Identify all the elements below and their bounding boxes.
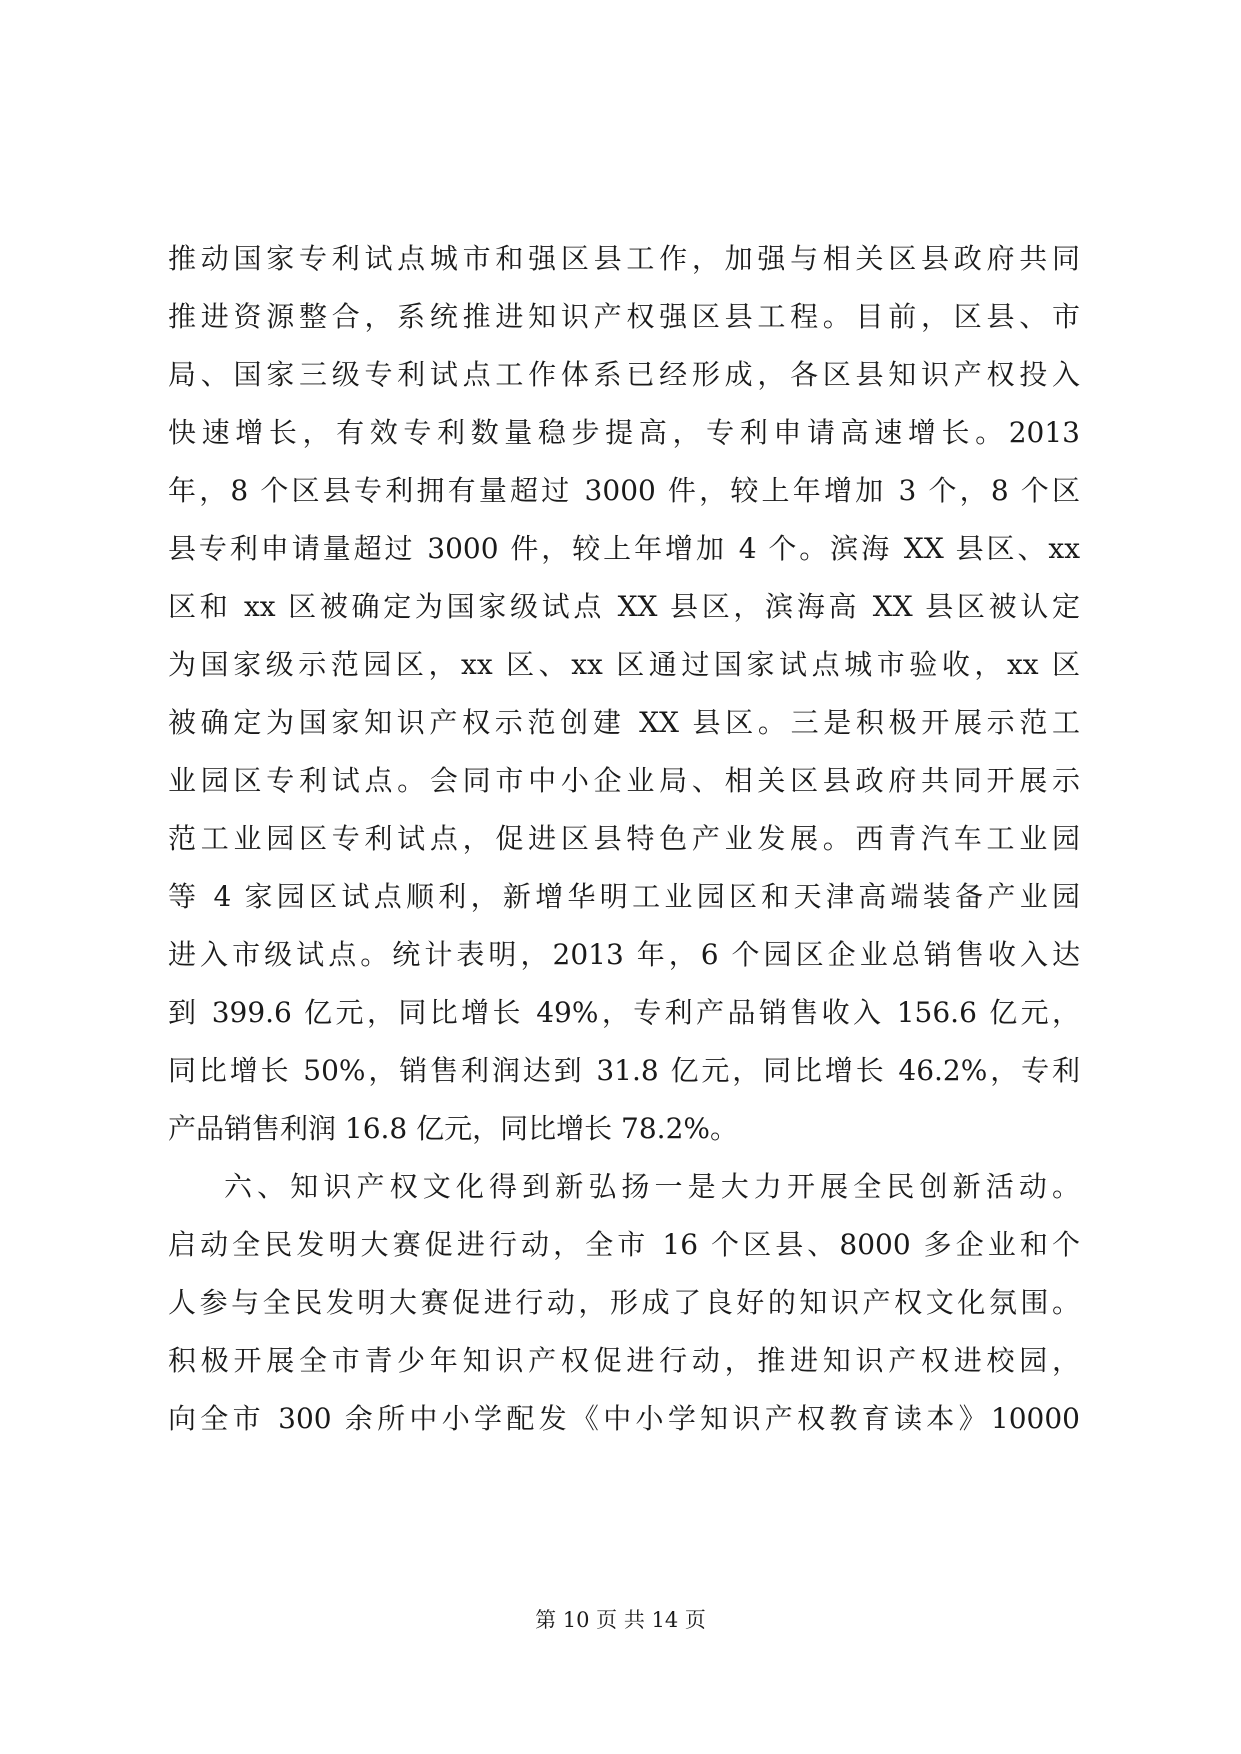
text-line: 区和 xx 区被确定为国家级试点 XX 县区，滨海高 XX 县区被认定 [168, 590, 1080, 623]
page-number-footer: 第 10 页 共 14 页 [535, 1608, 706, 1632]
paragraph-last-line: 产品销售利润 16.8 亿元，同比增长 78.2%。 [168, 1112, 738, 1145]
text-line: 推进资源整合，系统推进知识产权强区县工程。目前，区县、市 [168, 300, 1080, 333]
text-line: 范工业园区专利试点，促进区县特色产业发展。西青汽车工业园 [168, 822, 1080, 855]
text-line: 快速增长，有效专利数量稳步提高，专利申请高速增长。2013 [168, 416, 1080, 449]
text-line: 启动全民发明大赛促进行动，全市 16 个区县、8000 多企业和个 [168, 1228, 1080, 1261]
text-line: 被确定为国家知识产权示范创建 XX 县区。三是积极开展示范工 [168, 706, 1080, 739]
text-line: 到 399.6 亿元，同比增长 49%，专利产品销售收入 156.6 亿元， [168, 996, 1080, 1029]
text-line: 业园区专利试点。会同市中小企业局、相关区县政府共同开展示 [168, 764, 1080, 797]
text-line: 年，8 个区县专利拥有量超过 3000 件，较上年增加 3 个，8 个区 [168, 474, 1080, 507]
text-line: 为国家级示范园区，xx 区、xx 区通过国家试点城市验收，xx 区 [168, 648, 1080, 681]
text-line: 进入市级试点。统计表明，2013 年，6 个园区企业总销售收入达 [168, 938, 1080, 971]
text-line: 积极开展全市青少年知识产权促进行动，推进知识产权进校园， [168, 1344, 1080, 1377]
text-line: 等 4 家园区试点顺利，新增华明工业园区和天津高端装备产业园 [168, 880, 1080, 913]
text-line: 同比增长 50%，销售利润达到 31.8 亿元，同比增长 46.2%，专利 [168, 1054, 1080, 1087]
body-text [168, 230, 1080, 1448]
text-line: 人参与全民发明大赛促进行动，形成了良好的知识产权文化氛围。 [168, 1286, 1080, 1319]
text-line: 推动国家专利试点城市和强区县工作，加强与相关区县政府共同 [168, 242, 1080, 275]
text-line: 向全市 300 余所中小学配发《中小学知识产权教育读本》10000 [168, 1402, 1080, 1435]
text-line: 县专利申请量超过 3000 件，较上年增加 4 个。滨海 XX 县区、xx [168, 532, 1080, 565]
text-line: 局、国家三级专利试点工作体系已经形成，各区县知识产权投入 [168, 358, 1080, 391]
section-heading-line: 六、知识产权文化得到新弘扬一是大力开展全民创新活动。 [224, 1170, 1080, 1203]
